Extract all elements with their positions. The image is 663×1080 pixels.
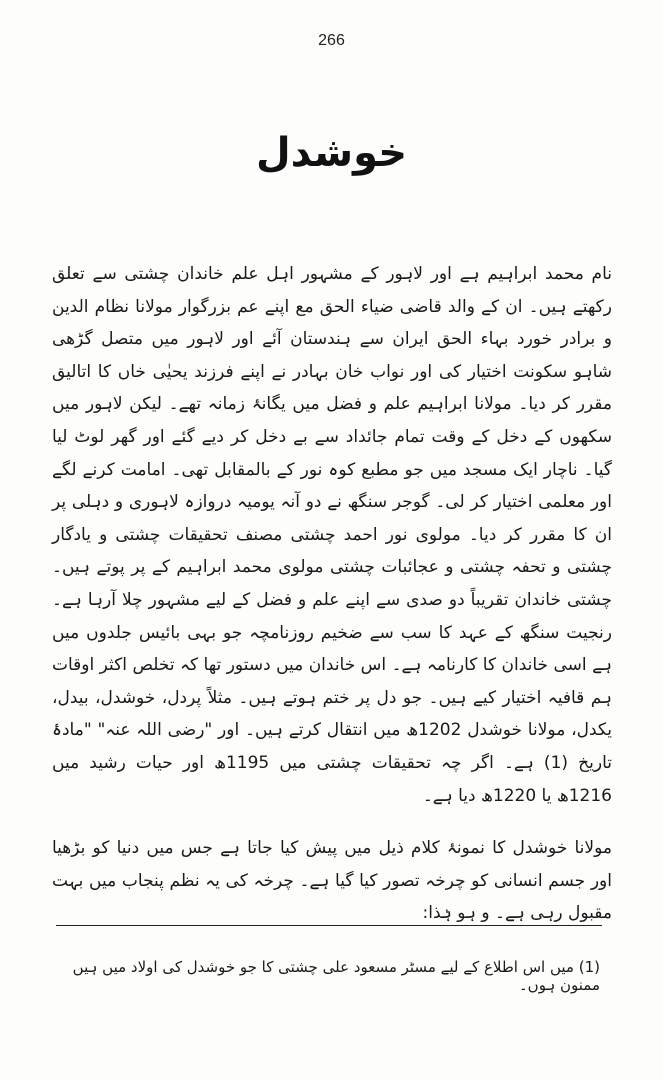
paragraph-1: نام محمد ابراہیم ہے اور لاہور کے مشہور اہل علم خاندان چشتی سے تعلق رکھتے ہیں۔ ان کے والد قاضی ضیاء الحق مع اپنے عم بزرگوار مولانا نظام الدین و برادر خورد بہاء الحق ایران سے ہندستان آئے اور لاہور میں متصل گڑھی شاہو سکونت اختیار کی اور نواب خان بہادر نے اپنے فرزند یحیٰی خاں کا اتالیق مقرر کر دیا۔ مولانا ابراہیم علم و فضل میں یگانۂ زمانہ تھے۔ لیکن لاہور میں سکھوں کے دخل کے وقت تمام جائداد سے بے دخل کر دیے گئے اور گھر لوٹ لیا گیا۔ ناچار ایک مسجد میں جو مطبع کوہ نور کے بالمقابل تھی۔ امامت کرنے لگے اور معلمی اختیار کر لی۔ گوجر سنگھ نے دو آنہ یومیہ دروازہ لاہوری و دہلی پر ان کا مقرر کر دیا۔ مولوی نور احمد چشتی مصنف تحقیقات چشتی و یادگار چشتی و تحفہ چشتی و عجائبات چشتی مولوی محمد ابراہیم کے پر پوتے ہیں۔ چشتی خاندان تقریباً دو صدی سے اپنے علم و فضل کے لیے مشہور چلا آرہا ہے۔ رنجیت سنگھ کے عہد کا سب سے ضخیم روزنامچہ جو بہی بائیس جلدوں میں ہے اسی خاندان کا کارنامہ ہے۔ اس خاندان میں دستور تھا کہ تخلص اکثر اوقات ہم قافیہ اختیار کیے ہیں۔ جو دل پر ختم ہوتے ہیں۔ مثلاً پردل، خوشدل، بیدل، یکدل، مولانا خوشدل 1202ھ میں انتقال کرتے ہیں۔ اور "رضی اللہ عنہ" "مادۂ تاریخ (1) ہے۔ اگر چہ تحقیقات چشتی میں 1195ھ اور حیات رشید میں 1216ھ یا 1220ھ دیا ہے۔ xyxy=(52,264,612,806)
page-number: 266 xyxy=(318,32,345,49)
footnote: (1) میں اس اطلاع کے لیے مسٹر مسعود علی چشتی کا جو خوشدل کی اولاد میں ہیں ممنون ہوں۔ xyxy=(72,958,600,994)
paragraph-2: مولانا خوشدل کا نمونۂ کلام ذیل میں پیش کیا جاتا ہے جس میں دنیا کو بڑھیا اور جسم انسانی کو چرخہ تصور کیا گیا ہے۔ چرخہ کی یہ نظم پنجاب میں بہت مقبول رہی ہے۔ و ہو ہٰذا: xyxy=(52,838,612,924)
chapter-title: خوشدل xyxy=(255,130,408,176)
body-text xyxy=(52,258,612,930)
footnote-divider xyxy=(56,925,602,926)
